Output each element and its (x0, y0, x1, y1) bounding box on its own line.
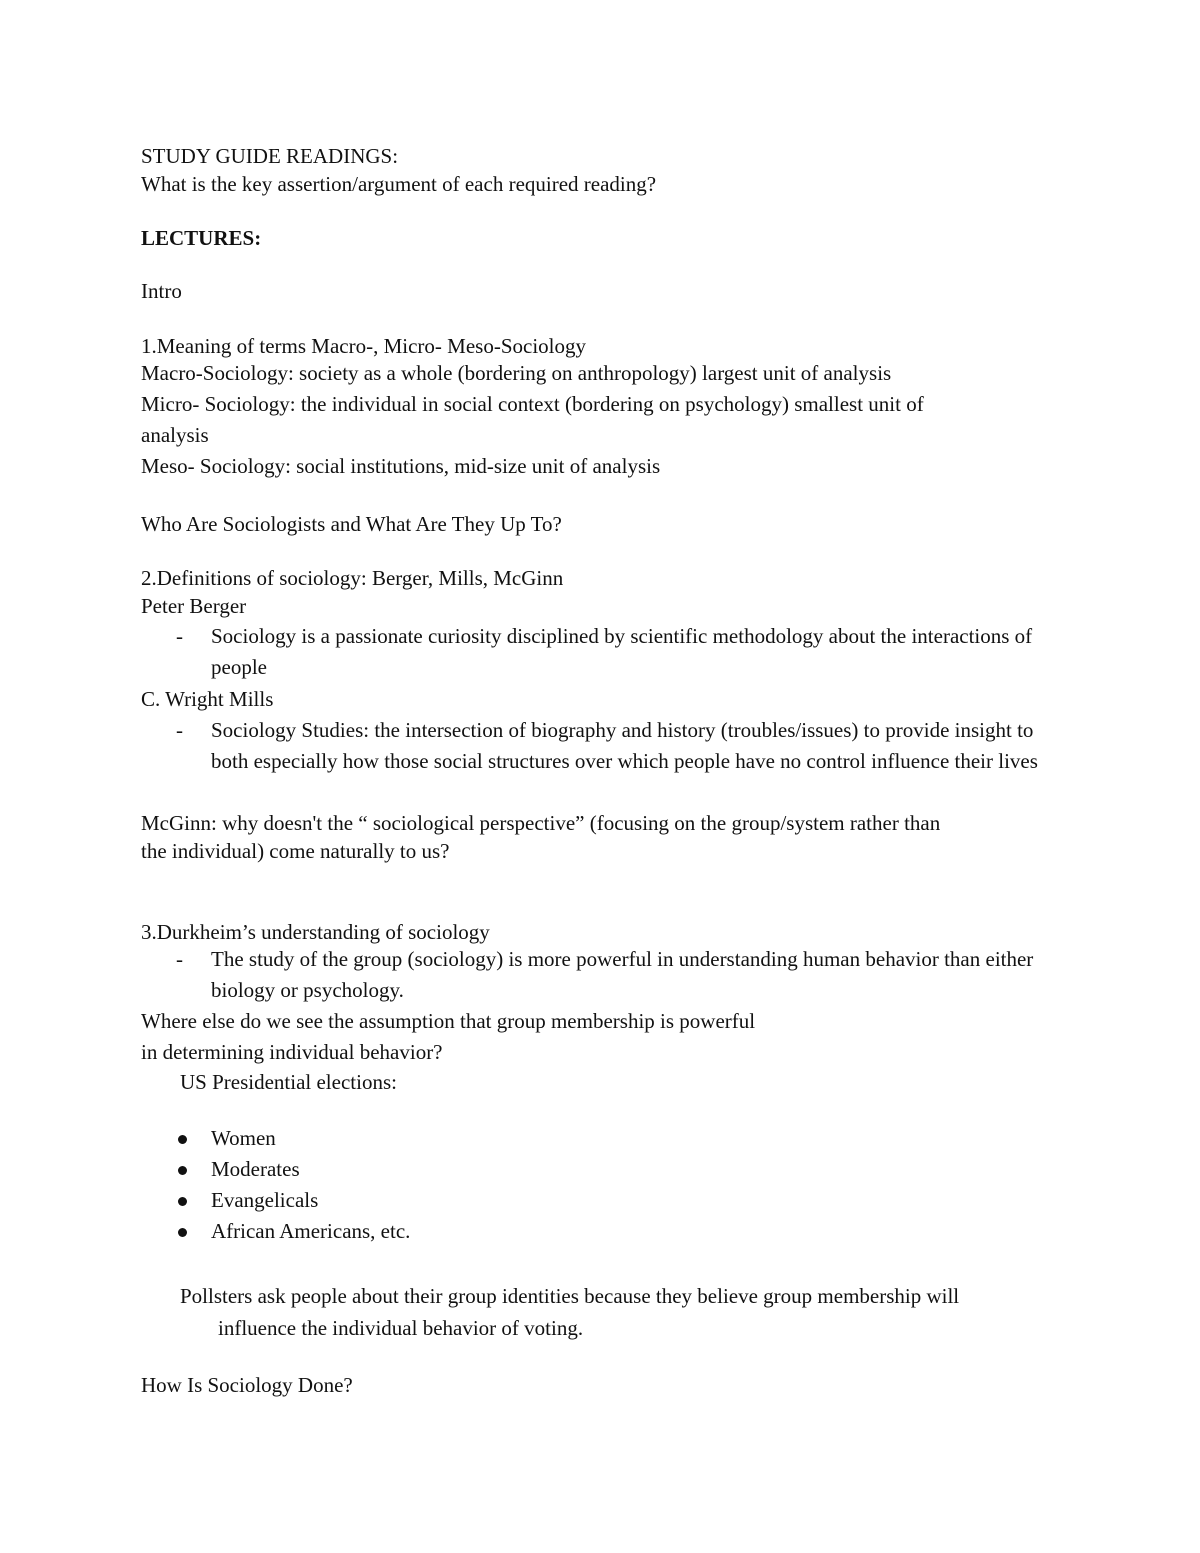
bullet-icon (178, 1166, 187, 1175)
group-african-americans: African Americans, etc. (211, 1219, 411, 1243)
berger-definition: Sociology is a passionate curiosity disciplined by scientific methodology about the interactions of people (211, 624, 1033, 679)
meso-definition: Meso- Sociology: social institutions, mid-size unit of analysis (141, 454, 661, 478)
elections-label: US Presidential elections: (180, 1070, 397, 1094)
pollsters-line2: influence the individual behavior of voting. (218, 1316, 584, 1340)
group-question-line1: Where else do we see the assumption that group membership is powerful (141, 1009, 756, 1033)
dash-marker: - (176, 624, 183, 648)
micro-definition-line2: analysis (141, 423, 209, 447)
pollsters-line1: Pollsters ask people about their group identities because they believe group membership will (180, 1284, 960, 1308)
mcginn-line2: the individual) come naturally to us? (141, 839, 450, 863)
dash-marker: - (176, 947, 183, 971)
group-women: Women (211, 1126, 276, 1150)
bullet-icon (178, 1197, 187, 1206)
who-heading: Who Are Sociologists and What Are They Up To? (141, 512, 562, 536)
study-guide-question: What is the key assertion/argument of each required reading? (141, 172, 657, 196)
how-heading: How Is Sociology Done? (141, 1373, 353, 1397)
mills-definition: Sociology Studies: the intersection of biography and history (troubles/issues) to provide insight to both especially how those social structures over which people have no control influence their lives (211, 718, 1038, 773)
micro-definition-line1: Micro- Sociology: the individual in social context (bordering on psychology) smallest unit of (141, 392, 924, 416)
intro-heading: Intro (141, 279, 182, 303)
group-question-line2: in determining individual behavior? (141, 1040, 443, 1064)
mcginn-line1: McGinn: why doesn't the “ sociological perspective” (focusing on the group/system rather than (141, 811, 941, 835)
study-guide-title: STUDY GUIDE READINGS: (141, 144, 399, 168)
berger-name: Peter Berger (141, 594, 247, 618)
item-1-title: 1.Meaning of terms Macro-, Micro- Meso-Sociology (141, 334, 586, 358)
item-3-title: 3.Durkheim’s understanding of sociology (141, 920, 490, 944)
macro-definition: Macro-Sociology: society as a whole (bordering on anthropology) largest unit of analysis (141, 361, 892, 385)
bullet-icon (178, 1135, 187, 1144)
group-moderates: Moderates (211, 1157, 300, 1181)
mills-name: C. Wright Mills (141, 687, 274, 711)
dash-marker: - (176, 718, 183, 742)
bullet-icon (178, 1228, 187, 1237)
group-evangelicals: Evangelicals (211, 1188, 319, 1212)
item-2-title: 2.Definitions of sociology: Berger, Mills, McGinn (141, 566, 564, 590)
durkheim-point: The study of the group (sociology) is more powerful in understanding human behavior than either biology or psychology. (211, 947, 1034, 1002)
lectures-heading: LECTURES: (141, 226, 262, 250)
